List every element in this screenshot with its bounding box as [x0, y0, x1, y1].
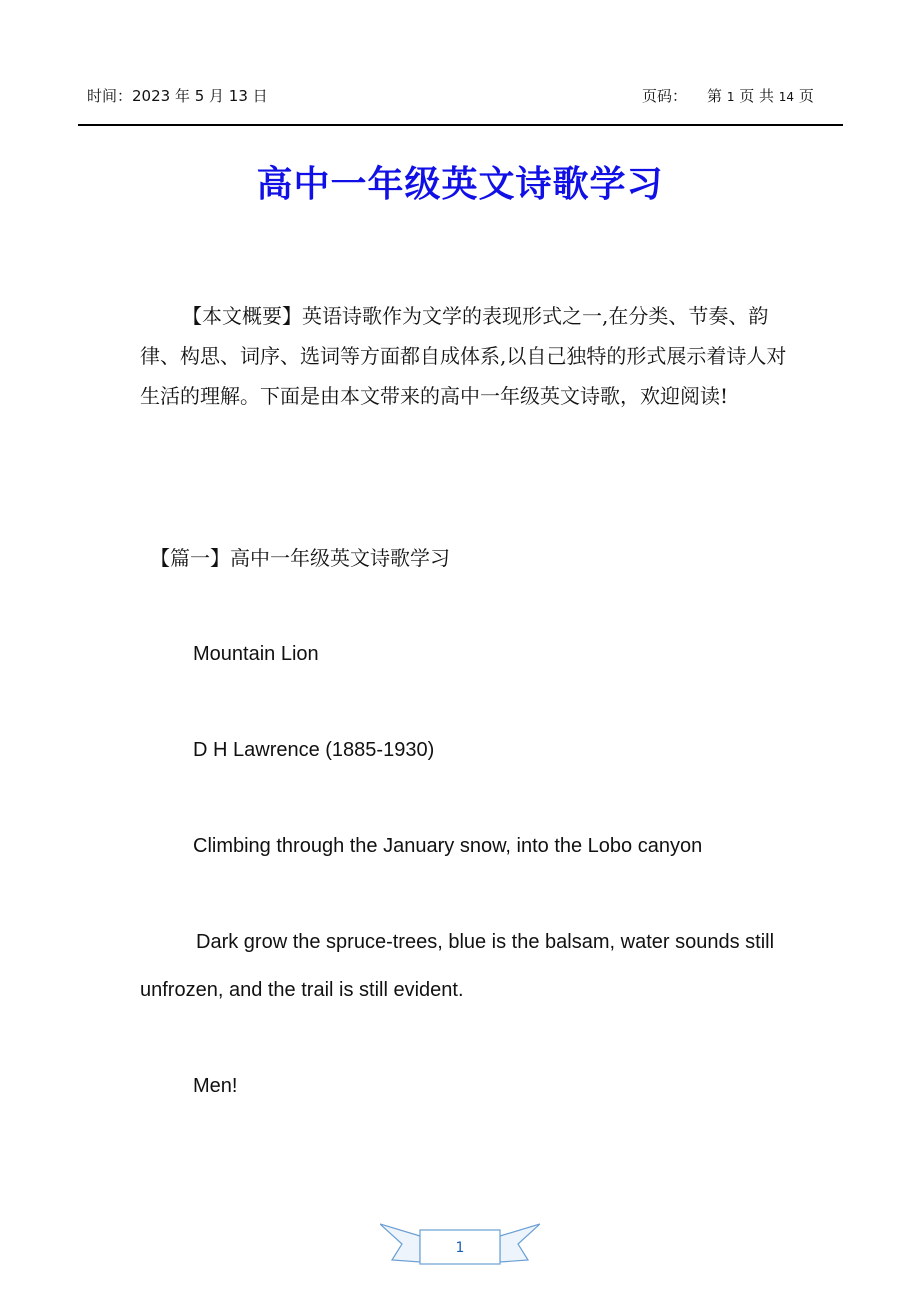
page-suffix: 页 [798, 87, 814, 105]
page-total: 14 [778, 90, 795, 104]
section-heading: 【篇一】高中一年级英文诗歌学习 [150, 546, 450, 570]
poem-title: Mountain Lion [193, 643, 319, 665]
page-prefix: 第 [707, 87, 723, 105]
header-rule [78, 124, 843, 126]
abstract-text: 【本文概要】英语诗歌作为文学的表现形式之一,在分类、节奏、韵律、构思、词序、选词等方面都自成体系,以自己独特的形式展示着诗人对生活的理解。下面是由本文带来的高中一年级英文诗歌，欢迎阅读! [140, 304, 787, 408]
document-title: 高中一年级英文诗歌学习 [256, 164, 664, 205]
footer-page-number: 1 [455, 1240, 465, 1256]
poem-line-2 [140, 918, 790, 1014]
poem-author: D H Lawrence (1885-1930) [193, 739, 435, 761]
page-header-pagination [642, 86, 814, 107]
page-current: 1 [726, 90, 735, 104]
poem-line-1: Climbing through the January snow, into the Lobo canyon [193, 835, 703, 857]
poem-line-2-text: Dark grow the spruce-trees, blue is the balsam, water sounds still unfrozen, and the trail is still evident. [140, 931, 775, 1001]
page-mid: 页 共 [739, 87, 775, 105]
poem-line-3: Men! [193, 1075, 238, 1097]
page-header-date: 时间：2023 年 5 月 13 日 [87, 87, 268, 105]
abstract-paragraph [140, 296, 790, 416]
page-label: 页码： [642, 87, 688, 105]
